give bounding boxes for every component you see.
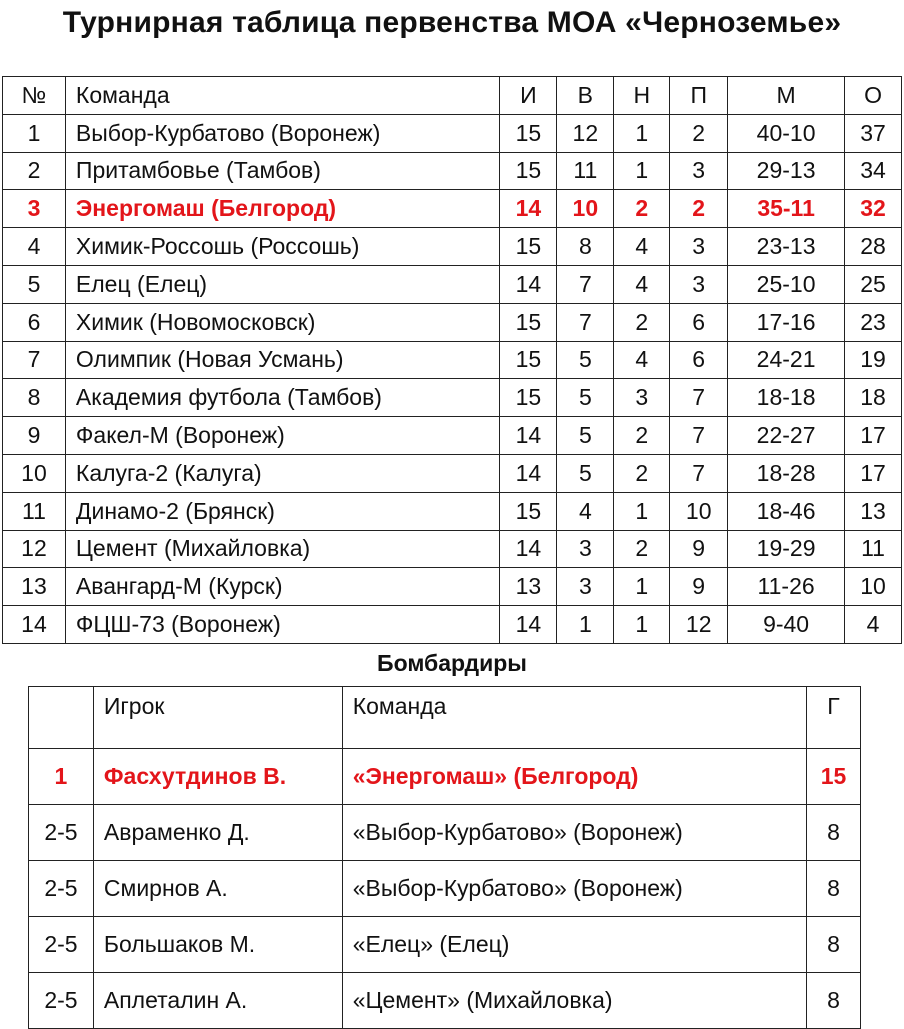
scorer-row xyxy=(29,861,861,917)
cell-points: 25 xyxy=(845,265,902,303)
cell-points: 13 xyxy=(845,492,902,530)
scorers-header-player: Игрок xyxy=(93,687,342,749)
cell-lost: 9 xyxy=(670,568,728,606)
scorer-row xyxy=(29,917,861,973)
cell-points: 32 xyxy=(845,190,902,228)
cell-drawn: 2 xyxy=(614,454,670,492)
cell-drawn: 4 xyxy=(614,341,670,379)
header-pos: № xyxy=(3,77,66,115)
standings-row xyxy=(3,114,902,152)
cell-team: Химик (Новомосковск) xyxy=(65,303,500,341)
cell-goals: 35-11 xyxy=(728,190,845,228)
header-played: И xyxy=(500,77,557,115)
standings-row xyxy=(3,341,902,379)
cell-points: 4 xyxy=(845,606,902,644)
cell-points: 18 xyxy=(845,379,902,417)
cell-points: 17 xyxy=(845,454,902,492)
cell-pos: 7 xyxy=(3,341,66,379)
cell-pos: 4 xyxy=(3,228,66,266)
scorer-pos: 2-5 xyxy=(29,805,94,861)
standings-row xyxy=(3,303,902,341)
standings-row xyxy=(3,606,902,644)
cell-won: 11 xyxy=(557,152,614,190)
cell-points: 10 xyxy=(845,568,902,606)
page-title: Турнирная таблица первенства МОА «Черноземье» xyxy=(62,6,842,39)
cell-goals: 9-40 xyxy=(728,606,845,644)
cell-pos: 2 xyxy=(3,152,66,190)
cell-goals: 19-29 xyxy=(728,530,845,568)
cell-points: 28 xyxy=(845,228,902,266)
standings-row xyxy=(3,228,902,266)
scorer-goals: 8 xyxy=(807,917,861,973)
cell-pos: 1 xyxy=(3,114,66,152)
standings-row xyxy=(3,379,902,417)
scorer-goals: 15 xyxy=(807,749,861,805)
cell-team: Олимпик (Новая Усмань) xyxy=(65,341,500,379)
cell-team: Энергомаш (Белгород) xyxy=(65,190,500,228)
header-team: Команда xyxy=(65,77,500,115)
cell-goals: 24-21 xyxy=(728,341,845,379)
cell-lost: 6 xyxy=(670,303,728,341)
standings-table xyxy=(2,76,902,644)
cell-pos: 8 xyxy=(3,379,66,417)
cell-won: 4 xyxy=(557,492,614,530)
cell-team: Калуга-2 (Калуга) xyxy=(65,454,500,492)
cell-goals: 18-28 xyxy=(728,454,845,492)
scorers-table xyxy=(28,686,861,1029)
scorers-header-team: Команда xyxy=(342,687,806,749)
cell-team: Академия футбола (Тамбов) xyxy=(65,379,500,417)
cell-lost: 7 xyxy=(670,454,728,492)
scorer-row xyxy=(29,973,861,1029)
scorer-row xyxy=(29,805,861,861)
cell-drawn: 1 xyxy=(614,492,670,530)
cell-pos: 6 xyxy=(3,303,66,341)
cell-won: 10 xyxy=(557,190,614,228)
scorers-header-goals: Г xyxy=(807,687,861,749)
cell-played: 15 xyxy=(500,303,557,341)
scorer-pos: 2-5 xyxy=(29,973,94,1029)
cell-lost: 3 xyxy=(670,265,728,303)
cell-goals: 18-46 xyxy=(728,492,845,530)
cell-points: 11 xyxy=(845,530,902,568)
cell-won: 5 xyxy=(557,379,614,417)
cell-goals: 23-13 xyxy=(728,228,845,266)
cell-won: 8 xyxy=(557,228,614,266)
standings-row xyxy=(3,152,902,190)
cell-won: 7 xyxy=(557,303,614,341)
standings-row xyxy=(3,454,902,492)
standings-row xyxy=(3,492,902,530)
cell-lost: 7 xyxy=(670,417,728,455)
cell-played: 13 xyxy=(500,568,557,606)
cell-team: Цемент (Михайловка) xyxy=(65,530,500,568)
scorer-name: Большаков М. xyxy=(93,917,342,973)
cell-pos: 10 xyxy=(3,454,66,492)
cell-pos: 12 xyxy=(3,530,66,568)
scorer-pos: 1 xyxy=(29,749,94,805)
header-points: О xyxy=(845,77,902,115)
cell-pos: 3 xyxy=(3,190,66,228)
cell-team: Притамбовье (Тамбов) xyxy=(65,152,500,190)
cell-played: 15 xyxy=(500,492,557,530)
cell-pos: 11 xyxy=(3,492,66,530)
cell-lost: 3 xyxy=(670,228,728,266)
cell-played: 14 xyxy=(500,606,557,644)
cell-drawn: 1 xyxy=(614,114,670,152)
cell-won: 5 xyxy=(557,417,614,455)
cell-drawn: 2 xyxy=(614,190,670,228)
cell-team: Динамо-2 (Брянск) xyxy=(65,492,500,530)
scorer-team: «Выбор-Курбатово» (Воронеж) xyxy=(342,805,806,861)
scorer-name: Фасхутдинов В. xyxy=(93,749,342,805)
cell-played: 14 xyxy=(500,530,557,568)
cell-points: 23 xyxy=(845,303,902,341)
cell-won: 3 xyxy=(557,568,614,606)
cell-drawn: 2 xyxy=(614,530,670,568)
scorer-name: Смирнов А. xyxy=(93,861,342,917)
cell-goals: 29-13 xyxy=(728,152,845,190)
scorer-pos: 2-5 xyxy=(29,917,94,973)
header-goals: М xyxy=(728,77,845,115)
cell-won: 3 xyxy=(557,530,614,568)
cell-played: 14 xyxy=(500,265,557,303)
header-won: В xyxy=(557,77,614,115)
watermark xyxy=(30,955,40,989)
scorer-goals: 8 xyxy=(807,805,861,861)
cell-drawn: 2 xyxy=(614,303,670,341)
header-lost: П xyxy=(670,77,728,115)
cell-lost: 2 xyxy=(670,190,728,228)
cell-pos: 13 xyxy=(3,568,66,606)
cell-team: ФЦШ-73 (Воронеж) xyxy=(65,606,500,644)
cell-played: 14 xyxy=(500,454,557,492)
scorer-name: Аплеталин А. xyxy=(93,973,342,1029)
cell-lost: 9 xyxy=(670,530,728,568)
cell-goals: 17-16 xyxy=(728,303,845,341)
scorers-header-pos xyxy=(29,687,94,749)
cell-won: 5 xyxy=(557,454,614,492)
cell-goals: 40-10 xyxy=(728,114,845,152)
cell-goals: 22-27 xyxy=(728,417,845,455)
cell-team: Химик-Россошь (Россошь) xyxy=(65,228,500,266)
scorer-name: Авраменко Д. xyxy=(93,805,342,861)
cell-played: 15 xyxy=(500,341,557,379)
standings-row xyxy=(3,568,902,606)
cell-played: 14 xyxy=(500,417,557,455)
cell-drawn: 3 xyxy=(614,379,670,417)
cell-played: 15 xyxy=(500,379,557,417)
scorer-pos: 2-5 xyxy=(29,861,94,917)
cell-won: 1 xyxy=(557,606,614,644)
cell-drawn: 2 xyxy=(614,417,670,455)
cell-team: Факел-М (Воронеж) xyxy=(65,417,500,455)
cell-played: 14 xyxy=(500,190,557,228)
cell-goals: 11-26 xyxy=(728,568,845,606)
cell-played: 15 xyxy=(500,114,557,152)
scorer-team: «Елец» (Елец) xyxy=(342,917,806,973)
cell-team: Авангард-М (Курск) xyxy=(65,568,500,606)
cell-played: 15 xyxy=(500,152,557,190)
cell-played: 15 xyxy=(500,228,557,266)
cell-pos: 9 xyxy=(3,417,66,455)
cell-pos: 14 xyxy=(3,606,66,644)
standings-row xyxy=(3,190,902,228)
cell-drawn: 4 xyxy=(614,228,670,266)
standings-row xyxy=(3,530,902,568)
scorer-goals: 8 xyxy=(807,861,861,917)
cell-won: 7 xyxy=(557,265,614,303)
scorers-header-row xyxy=(29,687,861,749)
cell-team: Выбор-Курбатово (Воронеж) xyxy=(65,114,500,152)
cell-points: 19 xyxy=(845,341,902,379)
standings-row xyxy=(3,265,902,303)
cell-drawn: 1 xyxy=(614,606,670,644)
cell-goals: 25-10 xyxy=(728,265,845,303)
cell-pos: 5 xyxy=(3,265,66,303)
cell-points: 34 xyxy=(845,152,902,190)
cell-lost: 10 xyxy=(670,492,728,530)
standings-row xyxy=(3,417,902,455)
cell-goals: 18-18 xyxy=(728,379,845,417)
cell-points: 17 xyxy=(845,417,902,455)
cell-lost: 3 xyxy=(670,152,728,190)
cell-drawn: 1 xyxy=(614,152,670,190)
cell-lost: 2 xyxy=(670,114,728,152)
cell-won: 5 xyxy=(557,341,614,379)
scorer-row xyxy=(29,749,861,805)
scorer-team: «Выбор-Курбатово» (Воронеж) xyxy=(342,861,806,917)
cell-drawn: 1 xyxy=(614,568,670,606)
cell-won: 12 xyxy=(557,114,614,152)
scorer-goals: 8 xyxy=(807,973,861,1029)
cell-lost: 12 xyxy=(670,606,728,644)
cell-lost: 6 xyxy=(670,341,728,379)
cell-points: 37 xyxy=(845,114,902,152)
scorer-team: «Энергомаш» (Белгород) xyxy=(342,749,806,805)
cell-team: Елец (Елец) xyxy=(65,265,500,303)
cell-lost: 7 xyxy=(670,379,728,417)
header-drawn: Н xyxy=(614,77,670,115)
cell-drawn: 4 xyxy=(614,265,670,303)
standings-header-row xyxy=(3,77,902,115)
scorers-title: Бомбардиры xyxy=(377,650,527,676)
scorer-team: «Цемент» (Михайловка) xyxy=(342,973,806,1029)
